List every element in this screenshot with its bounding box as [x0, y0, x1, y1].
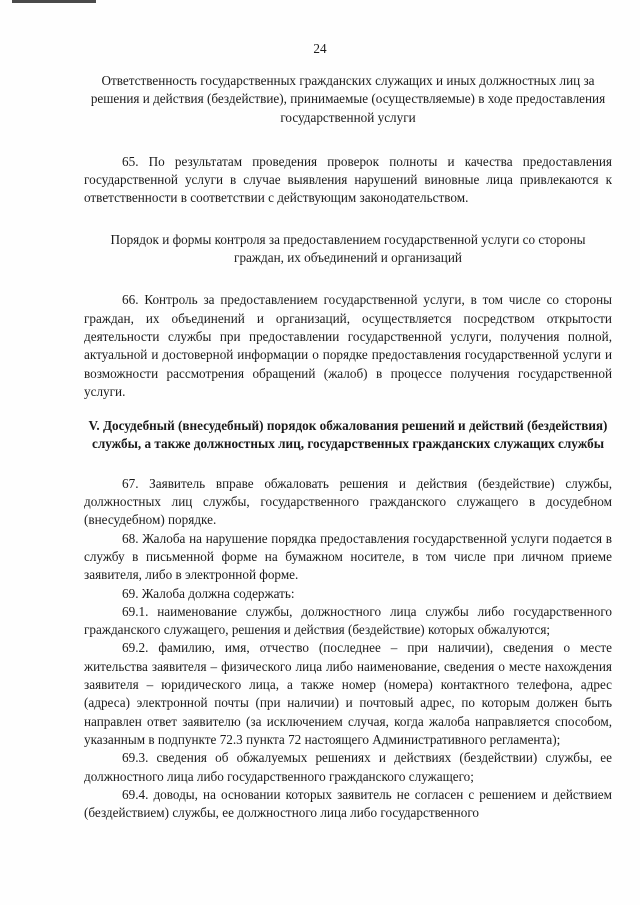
- paragraph-69: 69. Жалоба должна содержать:: [122, 585, 295, 601]
- paragraph-66: 66. Контроль за предоставлением государственной услуги, в том числе со стороны граждан, их объединений и организаций, осуществляется посредством открытости деятельности службы при предоставлении государственной услуги, получения полной, актуальной и достоверной информации о порядке предоставления государственной услуги и возможности рассмотрения обращений (жалоб) в процессе получения государственной услуги.: [84, 292, 612, 399]
- section-heading-control: Порядок и формы контроля за предоставлением государственной услуги со стороны граждан, их объединений и организаций: [110, 231, 586, 266]
- paragraph-68: 68. Жалоба на нарушение порядка предоставления государственной услуги подается в службу в письменной форме на бумажном носителе, в том числе при личном приеме заявителя, либо в электронной форме.: [84, 530, 612, 583]
- section-heading-v: V. Досудебный (внесудебный) порядок обжалования решений и действий (бездействия) службы, а также должностных лиц, государственных гражданских служащих службы: [88, 418, 608, 452]
- paragraph-67: 67. Заявитель вправе обжаловать решения и действия (бездействие) службы, должностных лиц службы, государственного гражданского служащего в досудебном (внесудебном) порядке.: [84, 475, 612, 528]
- section-heading-responsibility: Ответственность государственных гражданских служащих и иных должностных лиц за решения и действия (бездействие), принимаемые (осуществляемые) в ходе предоставления государственной услуги: [90, 73, 606, 125]
- paragraph-65: 65. По результатам проведения проверок полноты и качества предоставления государственной услуги в случае выявления нарушений виновные лица привлекаются к ответственности в соответствии с действующим законодательством.: [84, 153, 612, 206]
- page-number: 24: [313, 41, 327, 56]
- scan-corner-mark: [12, 0, 96, 3]
- page-content: [84, 72, 612, 822]
- paragraph-69-4: 69.4. доводы, на основании которых заявитель не согласен с решением и действием (бездействием) службы, ее должностного лица либо государственного: [84, 786, 612, 821]
- paragraph-69-1: 69.1. наименование службы, должностного лица службы либо государственного гражданского служащего, решения и действия (бездействие) которых обжалуются;: [84, 603, 612, 638]
- paragraph-69-3: 69.3. сведения об обжалуемых решениях и действиях (бездействии) службы, ее должностного лица либо государственного гражданского служащего;: [84, 750, 612, 784]
- paragraph-69-2: 69.2. фамилию, имя, отчество (последнее – при наличии), сведения о месте жительства заявителя – физического лица либо наименование, сведения о месте нахождения заявителя – юридического лица, а также номер (номера) контактного телефона, адрес (адреса) электронной почты (при наличии) и почтовый адрес, по которым должен быть направлен ответ заявителю (за исключением случая, когда жалоба направляется способом, указанным в подпункте 72.3 пункта 72 настоящего Административного регламента);: [84, 640, 612, 747]
